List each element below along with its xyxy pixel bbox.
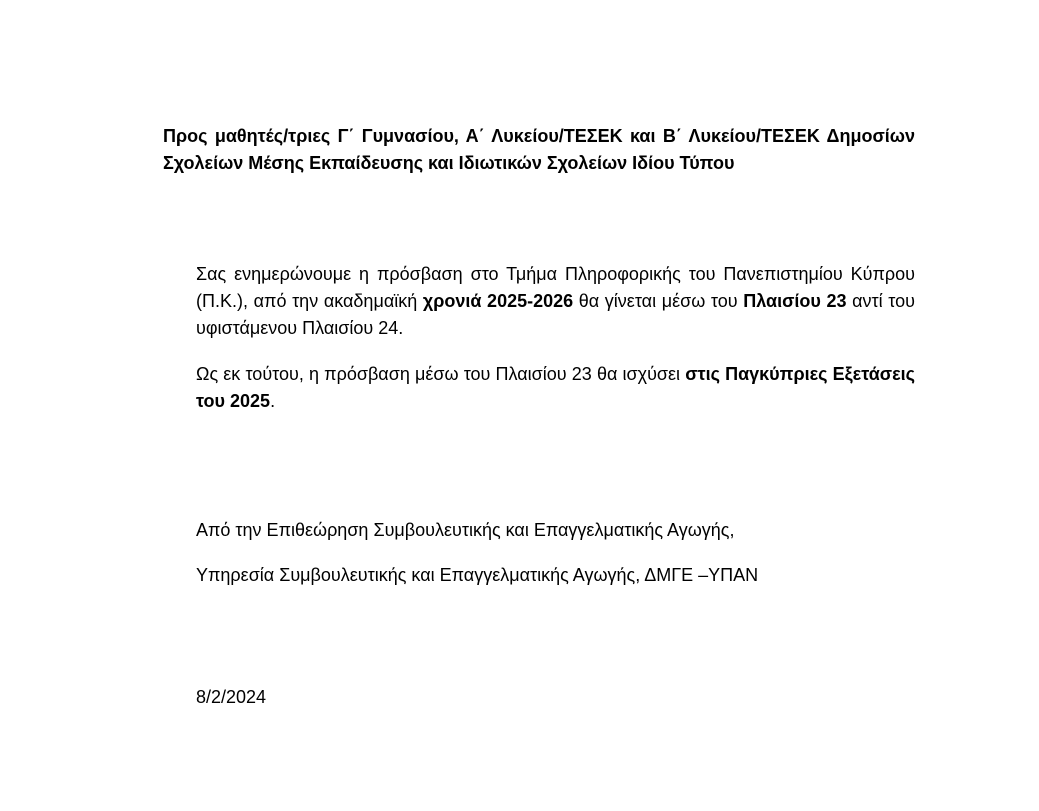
paragraph1-bold-framework: Πλαισίου 23 — [743, 291, 847, 311]
paragraph-access-change — [196, 261, 915, 342]
addressee-heading: Προς μαθητές/τριες Γ΄ Γυμνασίου, Α΄ Λυκείου/ΤΕΣΕΚ και Β΄ Λυκείου/ΤΕΣΕΚ Δημοσίων Σχολείων Μέσης Εκπαίδευσης και Ιδιωτικών Σχολείων Ιδίου Τύπου — [163, 126, 915, 173]
signature-line-1: Από την Επιθεώρηση Συμβουλευτικής και Επαγγελματικής Αγωγής, — [196, 520, 735, 540]
paragraph1-bold-year: χρονιά 2025-2026 — [422, 291, 574, 311]
paragraph1-text-2: θα γίνεται μέσω του — [573, 291, 744, 311]
paragraph1-text-1: Σας ενημερώνουμε η πρόσβαση στο Τμήμα Πληροφορικής του Πανεπιστημίου Κύπρου (Π.Κ.), από την ακαδημαϊκή — [196, 264, 915, 311]
document-date: 8/2/2024 — [196, 687, 267, 707]
signature-line-2: Υπηρεσία Συμβουλευτικής και Επαγγελματικής Αγωγής, ΔΜΓΕ –ΥΠΑΝ — [196, 565, 759, 585]
paragraph2-bold-exams: στις Παγκύπριες Εξετάσεις του 2025 — [196, 364, 916, 411]
paragraph2-text-1: Ως εκ τούτου, η πρόσβαση μέσω του Πλαισίου 23 θα ισχύσει — [196, 364, 686, 384]
paragraph1-text-3: αντί του υφιστάμενου Πλαισίου 24. — [196, 291, 916, 338]
paragraph2-text-2: . — [270, 391, 276, 411]
paragraph-exams — [196, 361, 915, 415]
